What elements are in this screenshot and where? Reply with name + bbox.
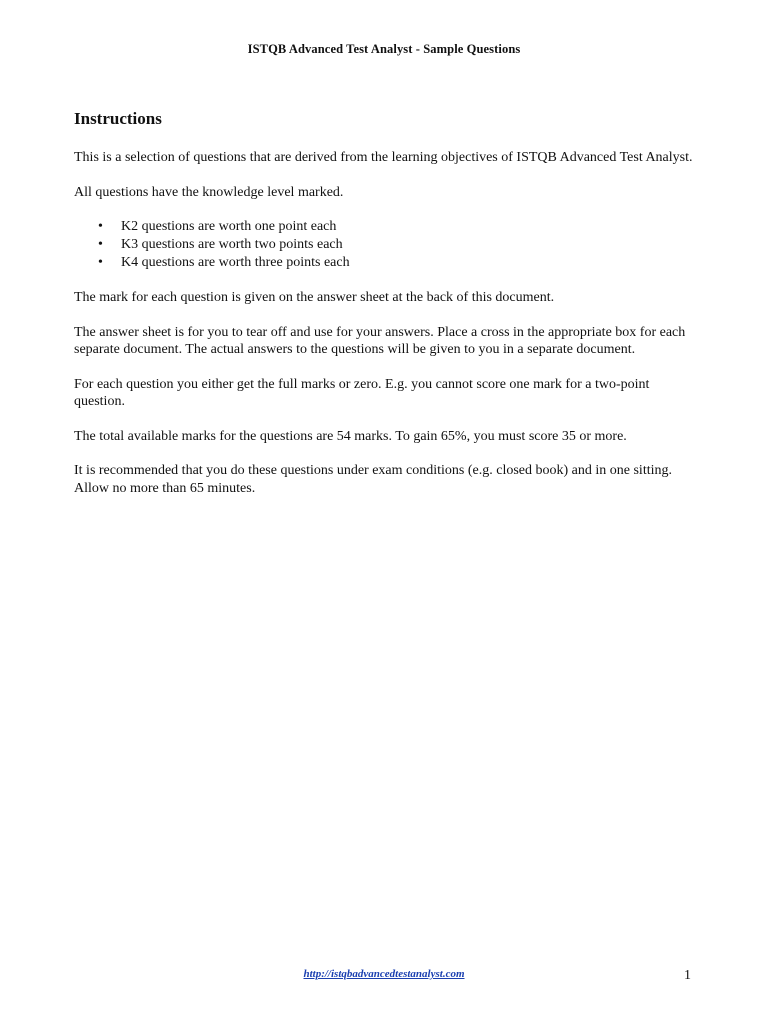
list-item-text: K2 questions are worth one point each — [121, 219, 337, 234]
bullet-icon: • — [98, 219, 103, 234]
page-header: ISTQB Advanced Test Analyst - Sample Questions — [247, 42, 521, 56]
list-item-text: K3 questions are worth two points each — [121, 237, 343, 252]
paragraph-mark-info: The mark for each question is given on the answer sheet at the back of this document. — [74, 290, 555, 305]
paragraph-intro: This is a selection of questions that are derived from the learning objectives of ISTQB Advanced Test Analyst. — [74, 150, 693, 165]
list-item — [74, 254, 694, 272]
list-item — [74, 236, 694, 254]
footer-website-link[interactable]: http://istqbadvancedtestanalyst.com — [303, 968, 465, 980]
points-list — [74, 218, 694, 272]
list-item-text: K4 questions are worth three points each — [121, 255, 350, 270]
bullet-icon: • — [98, 255, 103, 270]
paragraph-answer-sheet: The answer sheet is for you to tear off and use for your answers. Place a cross in the appropriate box for each separate document. The actual answers to the questions will be given to you in a separate document. — [74, 324, 686, 357]
paragraph-recommendation: It is recommended that you do these questions under exam conditions (e.g. closed book) and in one sitting. Allow no more than 65 minutes. — [74, 463, 672, 496]
paragraph-scoring: For each question you either get the full marks or zero. E.g. you cannot score one mark for a two-point question. — [74, 376, 650, 409]
page-number: 1 — [684, 968, 691, 983]
paragraph-knowledge-level: All questions have the knowledge level marked. — [74, 184, 344, 200]
bullet-icon: • — [98, 237, 103, 252]
list-item — [74, 218, 694, 236]
paragraph-total-marks: The total available marks for the questions are 54 marks. To gain 65%, you must score 35 or more. — [74, 428, 627, 444]
document-body — [74, 108, 694, 514]
section-heading: Instructions — [74, 109, 162, 128]
